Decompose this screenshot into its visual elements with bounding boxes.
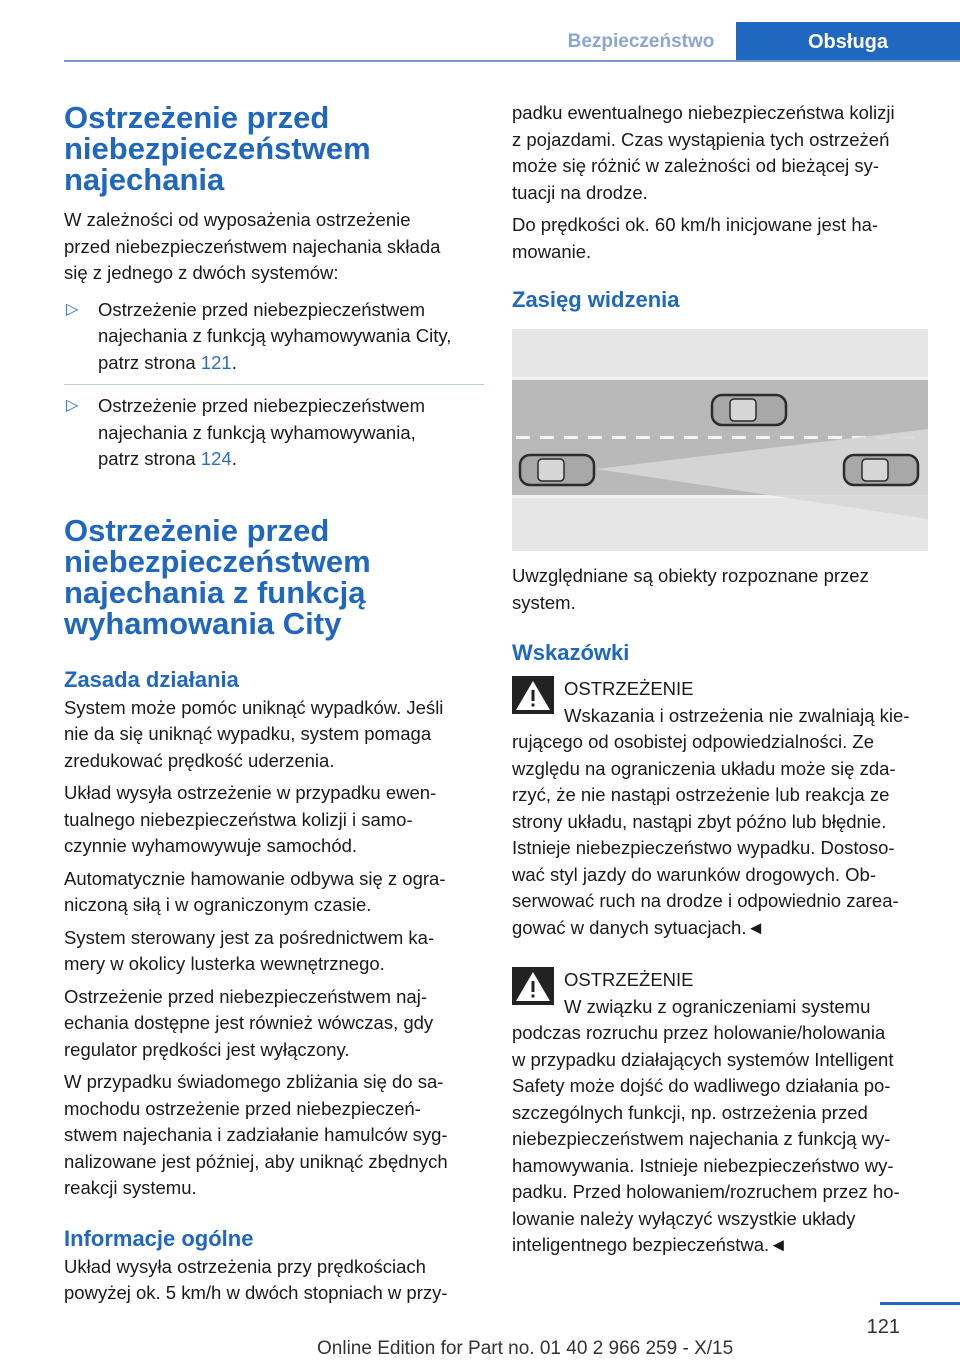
- list-item: ▷ Ostrzeżenie przed niebezpieczeństwem najechania z funkcją wyhamowywania, patrz strona 124.: [66, 395, 425, 469]
- paragraph: Ostrzeżenie przed niebezpieczeństwem naj- echania dostępne jest również wówczas, gdy regulator prędkości jest wyłączony.: [64, 985, 434, 1060]
- intro-paragraph: W zależności od wyposażenia ostrzeżenie przed niebezpieczeństwem najechania składa się z jednego z dwóch systemów:: [64, 209, 441, 283]
- paragraph: System sterowany jest za pośrednictwem ka- mery w okolicy lusterka wewnętrznego.: [64, 926, 435, 974]
- heading-collision-warning: Ostrzeżenie przed niebezpieczeństwem najechania: [64, 100, 371, 197]
- paragraph: Do prędkości ok. 60 km/h inicjowane jest ha- mowanie.: [512, 214, 879, 262]
- heading-field-of-view: Zasięg widzenia: [512, 287, 680, 312]
- warning-box: [512, 967, 928, 1259]
- paragraph: padku ewentualnego niebezpieczeństwa kolizji z pojazdami. Czas wystąpienia tych ostrzeżeń może się różnić w zależności od bieżącej sy- tuacji na drodze.: [512, 102, 895, 203]
- car-ego: [520, 455, 594, 485]
- heading-general-info: Informacje ogólne: [64, 1225, 254, 1251]
- footer-rule: [880, 1302, 960, 1305]
- warning-box: [512, 676, 928, 941]
- section-tab[interactable]: Bezpieczeństwo: [567, 31, 715, 52]
- warning-triangle-icon: [512, 676, 554, 714]
- chapter-tab[interactable]: Obsługa: [736, 22, 960, 62]
- heading-principle: Zasada działania: [64, 666, 239, 692]
- paragraph: System może pomóc uniknąć wypadków. Jeśli nie da się uniknąć wypadku, system pomaga zredukować prędkość uderzenia.: [64, 696, 444, 771]
- header-rule: [64, 60, 960, 62]
- warning-text: rującego od osobistej odpowiedzialności. Ze względu na ograniczenia układu może się zda- rzyć, że nie nastąpi ostrzeżenie lub reakcja ze strony układu, nastąpi zbyt późno lub błędnie. Istnieje niebezpieczeństwo wypadku. Dostoso- wać styl jazdy do warunków drogowych. Ob- serwować ruch na drodze i odpowiednio zarea- gować w danych sytuacjach.◄: [512, 731, 899, 938]
- page-link-121[interactable]: 121: [200, 351, 232, 373]
- end-mark: ◄: [769, 1234, 788, 1255]
- paragraph: W przypadku świadomego zbliżania się do sa- mochodu ostrzeżenie przed niebezpieczeń- stwem najechania i zadziałanie hamulców syg- nalizowane jest później, aby uniknąć zbędnych reakcji systemu.: [64, 1071, 448, 1198]
- warning-text: podczas rozruchu przez holowanie/holowania w przypadku działających systemów Intelligent Safety może dojść do wadliwego działania po- szczególnych funkcji, np. ostrzeżenia przed niebezpieczeństwem najechania z funkcją wy- hamowywania. Istnieje niebezpieczeństwo wy- padku. Przed holowaniem/rozruchem przez ho- lowanie należy wyłączyć wszystkie układy inteligentnego bezpieczeństwa.◄: [512, 1022, 900, 1255]
- edition-note: Online Edition for Part no. 01 40 2 966 259 - X/15: [317, 1338, 734, 1359]
- right-column: [512, 100, 928, 1259]
- list-item: ▷ Ostrzeżenie przed niebezpieczeństwem najechania z funkcją wyhamowywania City, patrz strona 121.: [66, 298, 452, 373]
- warning-text: W związku z ograniczeniami systemu: [564, 995, 871, 1017]
- page-link-124[interactable]: 124: [200, 448, 232, 469]
- road-diagram: [512, 329, 928, 551]
- paragraph: Układ wysyła ostrzeżenia przy prędkościach powyżej ok. 5 km/h w dwóch stopniach w przy-: [64, 1255, 448, 1303]
- left-column: [64, 102, 484, 1307]
- paragraph: Układ wysyła ostrzeżenie w przypadku ewen- tualnego niebezpieczeństwa kolizji i samo- czynnie wyhamowywuje samochód.: [64, 782, 437, 856]
- end-mark: ◄: [746, 916, 765, 938]
- car-front: [844, 455, 918, 485]
- list-divider: [64, 384, 484, 385]
- heading-tips: Wskazówki: [512, 640, 630, 665]
- page-number: 121: [866, 1316, 900, 1338]
- warning-title: OSTRZEŻENIE: [564, 969, 694, 990]
- warning-text: Wskazania i ostrzeżenia nie zwalniają kie-: [564, 704, 910, 726]
- car-front-left: [712, 395, 786, 425]
- triangle-bullet-icon: ▷: [66, 397, 79, 414]
- warning-triangle-icon: [512, 967, 554, 1005]
- triangle-bullet-icon: ▷: [66, 300, 79, 318]
- principle-paragraphs: [64, 695, 484, 1202]
- figure-caption: Uwzględniane są obiekty rozpoznane przez system.: [512, 565, 869, 613]
- paragraph: Automatycznie hamowanie odbywa się z ogra- niczoną siłą i w ograniczonym czasie.: [64, 867, 446, 915]
- warning-title: OSTRZEŻENIE: [564, 678, 694, 699]
- heading-city-braking: Ostrzeżenie przed niebezpieczeństwem najechania z funkcją wyhamowania City: [64, 512, 371, 641]
- detection-range-illustration: [512, 329, 928, 551]
